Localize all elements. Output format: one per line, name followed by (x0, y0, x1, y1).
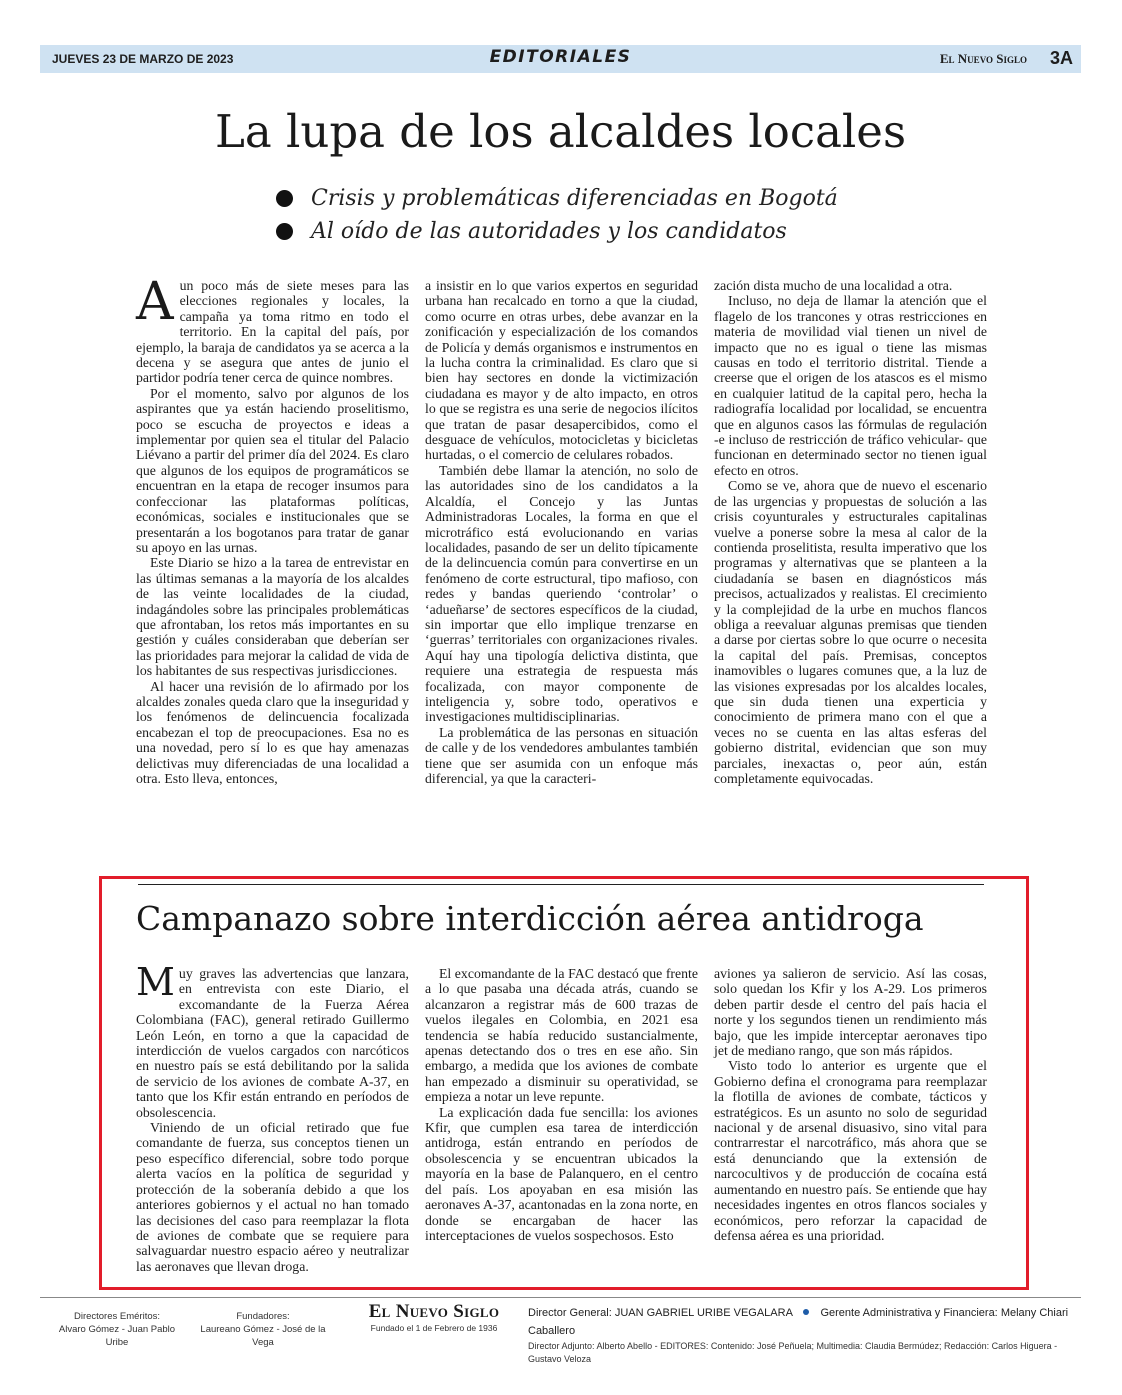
gerente-label: Gerente Administrativa y Financiera: (820, 1307, 998, 1319)
emeritos-names: Alvaro Gómez - Juan Pablo Uribe (58, 1324, 176, 1348)
footer-logo: El Nuevo Siglo (368, 1301, 500, 1322)
page-header (40, 45, 1081, 73)
editorial-1-column-3 (714, 278, 987, 858)
paragraph: Como se ve, ahora que de nuevo el escenario de las urgencias y propuestas de solución a las crisis coyunturales y estructurales capitalinas vuelve a ponerse sobre la mesa al calor de la contienda proselitista, resulta imperativo que los programas y alternativas que se planteen a la ciudadanía se basen en diagnósticos más precisos, actualizados y realistas. El crecimiento y la complejidad de la urbe en muchos flancos obliga a reevaluar algunas premisas que tienden a darse por ciertas sobre lo que ocurre o necesita la capital del país. Premisas, conceptos inamovibles o lugares comunes que, a la luz de las visiones expresadas por los alcaldes locales, que sin duda tienen una experticia y conocimiento de primera mano con el que a veces no se cuenta en las altas esferas del gobierno distrital, evidencian que son muy parciales, inexactas o, peor aún, están completamente equivocadas. (714, 478, 987, 786)
paragraph (136, 272, 409, 386)
paragraph: Viniendo de un oficial retirado que fue comandante de fuerza, sus conceptos tienen un peso específico diferencial, sobre todo porque alerta vacíos en la política de seguridad y protección de la soberanía debido a que los anteriores gobiernos y el actual no han tomado las decisiones del caso para reemplazar la flota de aviones de combate que se requiere para salvaguardar nuestro espacio aéreo y neutralizar las aeronaves que llevan droga. (136, 1120, 409, 1274)
paragraph: Este Diario se hizo a la tarea de entrevistar en las últimas semanas a la mayoría de los alcaldes de las veinte localidades de la ciudad, indagándoles sobre las principales problemáticas que afrontaban, los retos más importantes en su gestión y cuáles consideraban que deberían ser las prioridades para mejorar la calidad de vida de los habitantes de sus respectivas jurisdicciones. (136, 555, 409, 679)
paragraph: aviones ya salieron de servicio. Así las cosas, solo quedan los Kfir y los A-29. Los primeros deben partir desde el centro del país hacia el norte y los segundos tienen un rendimiento más bajo, que les impide interceptar aeronaves tipo jet de mediano rango, que son más rápidos. (714, 966, 987, 1059)
subhead-2-text: Al oído de las autoridades y los candidatos (311, 219, 787, 244)
editorial-2-title: Campanazo sobre interdicción aérea antidroga (136, 899, 924, 938)
editorial-1-column-2 (425, 278, 698, 858)
emeritos-label: Directores Eméritos: (73, 1311, 161, 1322)
bullet-icon (276, 190, 293, 207)
staff-line: Director Adjunto: Alberto Abello - EDITORES: Contenido: José Peñuela; Multimedia: Claudia Bermúdez; Redacción: Carlos Higuera - Gustavo Veloza (528, 1341, 1058, 1364)
footer-directors (528, 1304, 1088, 1340)
editorial-2-body (136, 960, 987, 1274)
paragraph: Incluso, no deja de llamar la atención que el flagelo de los trancones y otras restricciones en materia de movilidad vial tienen un nivel de impacto que no es igual o tiene las mismas causas en todo el territorio distrital. Tiende a creerse que el origen de los atascos es el mismo en cualquier latitud de la capital pero, hecha la radiografía localidad por localidad, se encuentra que en algunos casos las fórmulas de regulación -e incluso de restricción de tráfico vehicular- que funcionan en determinado sector no tienen igual efecto en otros. (714, 293, 987, 478)
fundadores-label: Fundadores: (236, 1311, 290, 1322)
paragraph: El excomandante de la FAC destacó que frente a lo que pasaba una década atrás, cuando se alcanzaron a registrar más de 600 trazas de vuelos ilegales en Colombia, en 2021 esa tendencia se había reducido sustancialmente, apenas detectando dos o tres en ese año. Sin embargo, a medida que los aviones de combate han empezado a disminuir su operatividad, se empieza a notar un leve repunte. (425, 966, 698, 1105)
subhead-2 (276, 215, 838, 248)
paragraph: Al hacer una revisión de lo afirmado por los alcaldes zonales queda claro que la inseguridad y los fenómenos de delincuencia focalizada encabezan el top de preocupaciones. Esa no es una novedad, pero sí lo es que hay amenazas delictivas muy diferenciadas de una localidad a otra. Esto lleva, entonces, (136, 678, 409, 786)
fundadores-names: Laureano Gómez - José de la Vega (200, 1324, 326, 1348)
paragraph: zación dista mucho de una localidad a otra. (714, 278, 953, 293)
paragraph-text: uy graves las advertencias que lanzara, en entrevista con este Diario, el excomandante de la Fuerza Aérea Colombiana (FAC), general retirado Guillermo León León, en torno a que la capacidad de interdicción de vuelos cargados con narcóticos en nuestro país se está debilitando por la salida de servicio de los aviones de combate A-37, en tanto que los Kfir están entrando en períodos de obsolescencia. (136, 966, 409, 1120)
paragraph: La explicación dada fue sencilla: los aviones Kfir, que cumplen esa tarea de interdicción antidroga, están entrando en períodos de obsolescencia y se encuentran ubicados la mayoría en la base de Palanquero, en el centro del país. Los apoyaban en esa misión las aeronaves A-37, acantonadas en la zona norte, en donde se encargaban de hacer las interceptaciones de vuelos sospechosos. Esto (425, 1104, 698, 1243)
footer-divider (40, 1297, 1081, 1298)
founded-date: Fundado el 1 de Febrero de 1936 (370, 1323, 498, 1333)
subhead-1 (276, 182, 838, 215)
issue-date: JUEVES 23 DE MARZO DE 2023 (52, 52, 234, 66)
section-title: EDITORIALES (489, 47, 632, 67)
editorial-2-column-2 (425, 966, 698, 1266)
paragraph: También debe llamar la atención, no solo de las autoridades sino de los candidatos a la Alcaldía, el Concejo y las Juntas Administradoras Locales, la forma en que el microtráfico está evolucionando en varias localidades, pasando de ser un delito típicamente de la delincuencia común para convertirse en un fenómeno de corte estructural, tipo mafioso, con redes y bandas queriendo ‘controlar’ o ‘adueñarse’ de sectores específicos de la ciudad, sin importar que ello implique trenzarse en ‘guerras’ territoriales con organizaciones rivales. Aquí hay una tipología delictiva distinta, que requiere una estrategia de respuesta más focalizada, con mayor componente de inteligencia y, sobre todo, operativos e investigaciones multidisciplinarias. (425, 462, 698, 725)
editorial-1-title: La lupa de los alcaldes locales (214, 105, 907, 158)
editorial-1-body (136, 272, 987, 858)
paragraph: Visto todo lo anterior es urgente que el Gobierno defina el cronograma para reemplazar la flotilla de aviones de combate, tácticos y estratégicos. Es un asunto no solo de seguridad nacional y de arsenal disuasivo, sino vital para contrarrestar el narcotráfico, más ahora que se está denunciando que la extensión de narcocultivos y de producción de cocaína está aumentando en nuestro país. Se entiende que hay necesidades ingentes en otros flancos sociales y económicos, pero reforzar la capacidad de defensa aérea es una prioridad. (714, 1058, 987, 1243)
drop-cap: A (136, 272, 174, 332)
paragraph: La problemática de las personas en situación de calle y de los vendedores ambulantes también tiene que ser asumida con un enfoque más diferencial, ya que la caracteri- (425, 724, 698, 786)
footer-emeritos (52, 1310, 182, 1349)
footer-masthead (364, 1302, 504, 1335)
separator-dot-icon (803, 1309, 809, 1315)
director-label: Director General: (528, 1307, 612, 1319)
subhead-1-text: Crisis y problemáticas diferenciadas en Bogotá (311, 186, 838, 211)
footer-fundadores (198, 1310, 328, 1349)
editorial-2-column-1 (136, 960, 409, 1274)
paragraph: a insistir en lo que varios expertos en seguridad urbana han recalcado en torno a que la ciudad, como ocurre en otras urbes, debe avanzar en la zonificación y especialización de los comandos de Policía y demás organismos e instrumentos en la lucha contra la criminalidad. Es claro que si bien hay sectores en donde la victimización ciudadana es mayor y de alto impacto, en otros lo que se registra es una serie de negocios ilícitos que tratan de pasar desapercibidos, como el desguace de vehículos, motocicletas y bicicletas hurtadas, o el comercio de celulares robados. (425, 278, 698, 463)
editorial-1-column-1 (136, 272, 409, 858)
newspaper-name: El Nuevo Siglo (939, 51, 1027, 66)
page-number: 3A (1049, 48, 1073, 68)
editorial-1-subheads (276, 182, 838, 248)
director-name: JUAN GABRIEL URIBE VEGALARA (614, 1307, 793, 1319)
bullet-icon (276, 223, 293, 240)
drop-cap: M (136, 960, 175, 1004)
editorial-2-column-3 (714, 966, 987, 1266)
paragraph: Por el momento, salvo por algunos de los aspirantes que ya están haciendo proselitismo, poco se escucha de proyectos e ideas a implementar por quien sea el titular del Palacio Liévano a partir del primer día del 2024. Es claro que algunos de los equipos de programáticos se encuentran en la etapa de recoger insumos para confeccionar las plataformas políticas, económicas, sociales e institucionales que se presentarán a los bogotanos para tratar de ganar su apoyo en las urnas. (136, 385, 409, 555)
paragraph (136, 960, 409, 1120)
gerente-name: Melany Chiari Caballero (528, 1307, 1069, 1337)
footer-staff (528, 1304, 1088, 1366)
paragraph-text: un poco más de siete meses para las elecciones regionales y locales, la campaña ya toma ritmo en todo el territorio. En la capital del país, por ejemplo, la baraja de candidatos ya se acerca a la decena y se asegura que antes de junio el partidor podría tener cerca de quince nombres. (136, 278, 409, 386)
